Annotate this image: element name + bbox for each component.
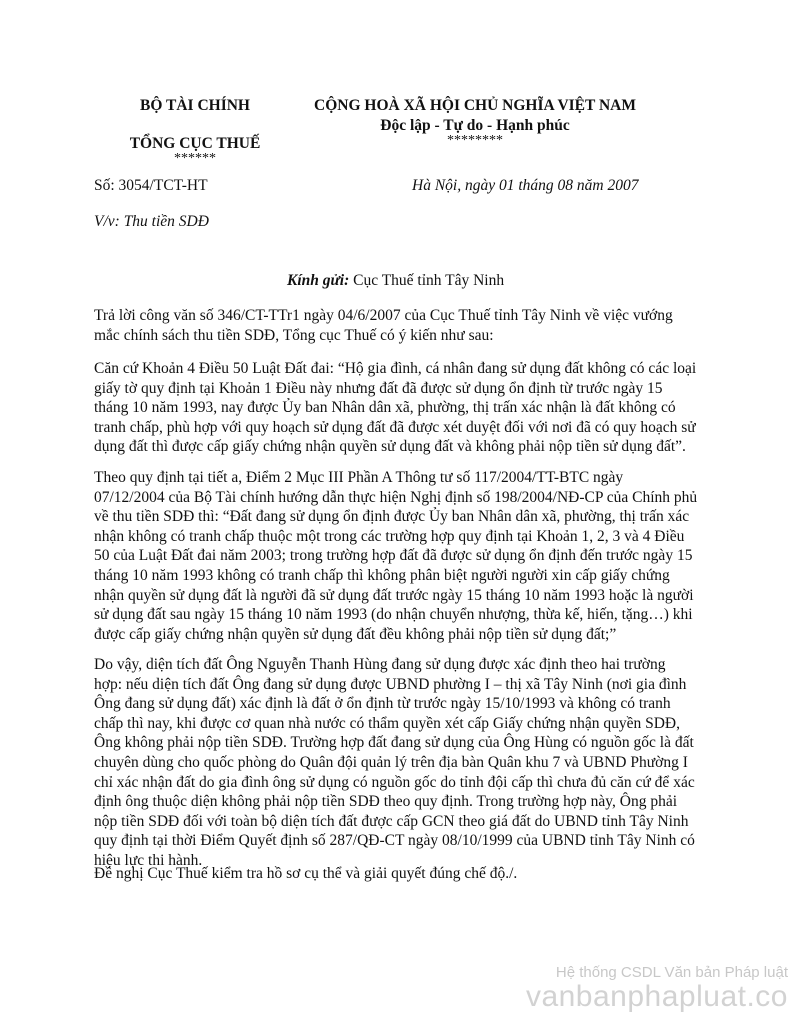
paragraph-line: chuyên dùng cho quốc phòng do Quân đội quản lý trên địa bàn Quân khu 7 và UBND Phường I <box>94 753 688 771</box>
paragraph-line: Căn cứ Khoản 4 Điều 50 Luật Đất đai: “Hộ gia đình, cá nhân đang sử dụng đất không có các loại <box>94 360 697 377</box>
paragraph-line: tranh chấp, phù hợp với quy hoạch sử dụng đất đã được xét duyệt đối với nơi đã có quy hoạch sử <box>94 418 696 436</box>
paragraph-circular <box>94 468 697 644</box>
paragraph-line: được cấp giấy chứng nhận quyền sử dụng đất đều không phải nộp tiền sử dụng đất;” <box>94 625 617 643</box>
paragraph-line: về thu tiền SDĐ thì: “Đất đang sử dụng ổn định được Ủy ban Nhân dân xã, phường, thị trấn xác <box>94 508 690 526</box>
paragraph-line: chấp thì nay, khi được cơ quan nhà nước có thẩm quyền xét cấp Giấy chứng nhận quyền SDĐ, <box>94 714 680 732</box>
department-name: TỔNG CỤC THUẾ <box>129 135 261 152</box>
paragraph-line: tháng 10 năm 1993 không có tranh chấp thì không phân biệt người người xin cấp giấy chứng <box>94 566 670 584</box>
place-date: Hà Nội, ngày 01 tháng 08 năm 2007 <box>412 177 639 194</box>
paragraph-line: quy định tại thời Điểm Quyết định số 287/QĐ-CT ngày 08/10/1999 của UBND tỉnh Tây Ninh có <box>94 832 695 850</box>
paragraph-request <box>94 864 517 884</box>
paragraph-line: dụng đất thì được cấp giấy chứng nhận quyền sử dụng đất và không phải nộp tiền sử dụng đất”. <box>94 438 686 456</box>
national-title: CỘNG HOÀ XÃ HỘI CHỦ NGHĨA VIỆT NAM <box>314 97 636 114</box>
paragraph-line: tháng 10 năm 1993, nay được Ủy ban Nhân dân xã, phường, thị trấn xác nhận là đất không có <box>94 399 676 417</box>
national-motto: Độc lập - Tự do - Hạnh phúc <box>380 117 570 134</box>
paragraph-line: định ông thuộc diện không phải nộp tiền SDĐ theo quy định. Trong trường hợp này, Ông phải <box>94 793 678 811</box>
paragraph-line: Theo quy định tại tiết a, Điểm 2 Mục III Phần A Thông tư số 117/2004/TT-BTC ngày <box>94 469 624 486</box>
paragraph-line: chỉ xác nhận đất do gia đình ông sử dụng có nguồn gốc do tỉnh đội cấp thì chưa đủ căn cứ để xác <box>94 773 695 791</box>
paragraph-line: mắc chính sách thu tiền SDĐ, Tổng cục Thuế có ý kiến như sau: <box>94 326 494 344</box>
paragraph-conclusion <box>94 655 695 871</box>
paragraph-line: hợp: nếu diện tích đất Ông đang sử dụng được UBND phường I – thị xã Tây Ninh (nơi gia đình <box>94 675 687 693</box>
paragraph-line: Đề nghị Cục Thuế kiểm tra hồ sơ cụ thể và giải quyết đúng chế độ./. <box>94 865 518 882</box>
right-separator: ******** <box>447 133 503 148</box>
recipient-name: Cục Thuế tỉnh Tây Ninh <box>349 272 505 289</box>
paragraph-line: nộp tiền SDĐ đối với toàn bộ diện tích đất được cấp GCN theo giá đất do UBND tỉnh Tây Ninh <box>94 812 689 830</box>
paragraph-line: hiệu lực thi hành. <box>94 851 203 869</box>
paragraph-legal-basis <box>94 359 696 457</box>
paragraph-line: Do vậy, diện tích đất Ông Nguyễn Thanh Hùng đang sử dụng được xác định theo hai trường <box>94 656 666 673</box>
paragraph-line: Ông đang sử dụng đất) xác định là đất ở ổn định từ trước ngày 15/10/1993 và không có tranh <box>94 695 671 713</box>
document-number: Số: 3054/TCT-HT <box>94 177 208 194</box>
paragraph-line: sử dụng đất sau ngày 15 tháng 10 năm 1993 (do nhận chuyển nhượng, thừa kế, hiến, tặng…) khi <box>94 606 693 624</box>
paragraph-line: Ông không phải nộp tiền SDĐ. Trường hợp đất đang sử dụng của Ông Hùng có nguồn gốc là đất <box>94 734 694 752</box>
watermark-caption: Hệ thống CSDL Văn bản Pháp luật <box>555 964 788 981</box>
agency-name: BỘ TÀI CHÍNH <box>140 97 250 114</box>
paragraph-line: Trả lời công văn số 346/CT-TTr1 ngày 04/6/2007 của Cục Thuế tỉnh Tây Ninh về việc vướng <box>94 307 673 324</box>
paragraph-line: nhận quyền sử dụng đất là người đã sử dụng đất trước ngày 15 tháng 10 năm 1993 hoặc là người <box>94 586 694 604</box>
paragraph-line: 07/12/2004 của Bộ Tài chính hướng dẫn thực hiện Nghị định số 198/2004/NĐ-CP của Chính phủ <box>94 488 698 506</box>
paragraph-line: 50 của Luật Đất đai năm 2003; trong trường hợp đất đã được sử dụng ổn định đến trước ngày 15 <box>94 547 693 565</box>
recipient-label: Kính gửi: <box>287 272 350 289</box>
document-subject: V/v: Thu tiền SDĐ <box>94 213 209 230</box>
paragraph-line: nhận không có tranh chấp thuộc một trong các trường hợp quy định tại Khoản 1, 2, 3 và 4 Điều <box>94 527 685 545</box>
recipient <box>287 272 504 290</box>
paragraph-line: giấy tờ quy định tại Khoản 1 Điều này nhưng đất đã được sử dụng ổn định từ trước ngày 15 <box>94 379 663 397</box>
watermark-site: vanbanphapluat.co <box>525 980 788 1013</box>
paragraph-reply <box>94 306 673 345</box>
left-separator: ****** <box>174 151 216 166</box>
